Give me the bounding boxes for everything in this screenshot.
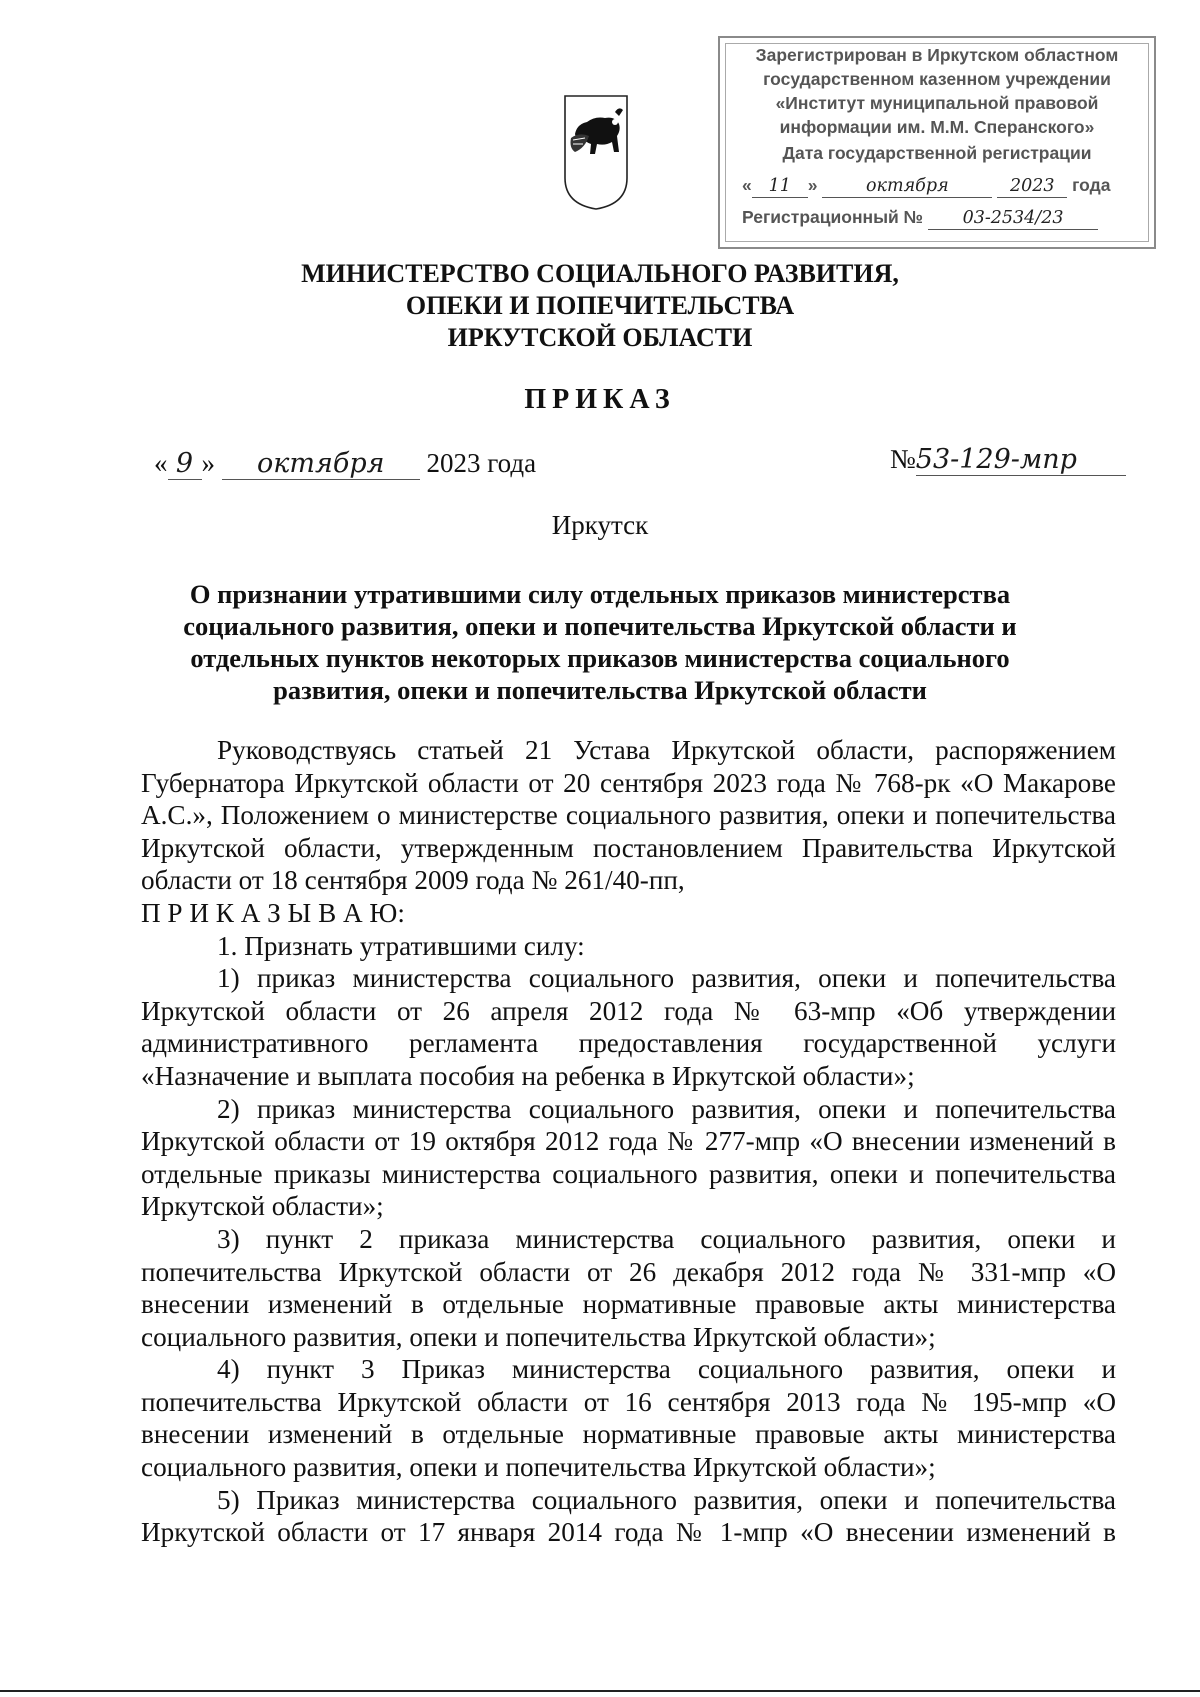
order-date — [154, 448, 536, 480]
order-number-prefix: № — [890, 444, 916, 474]
stamp-reg-row — [720, 206, 1154, 230]
document-title-line-4: развития, опеки и попечительства Иркутской области — [273, 675, 927, 705]
stamp-date-year: 2023 — [997, 175, 1067, 198]
sub-item-4: 4) пункт 3 Приказ министерства социального развития, опеки и попечительства Иркутской области от 16 сентября 2013 года № 195-мпр «О внесении изменений в отдельные нормативные правовые акты министерства социального развития, опеки и попечительства Иркутской области»; — [141, 1354, 1116, 1483]
sub-item-5: 5) Приказ министерства социального развития, опеки и попечительства Иркутской области от 17 января 2014 года № 1-мпр «О внесении изменений в — [141, 1484, 1116, 1548]
ministry-name-line-1: МИНИСТЕРСТВО СОЦИАЛЬНОГО РАЗВИТИЯ, — [301, 259, 899, 288]
order-number-value: 53-129-мпр — [916, 444, 1126, 476]
document-body — [141, 734, 1116, 1549]
document-title-line-3: отдельных пунктов некоторых приказов министерства социального — [190, 643, 1010, 673]
order-word: П Р И К А З Ы В А Ю: — [141, 897, 405, 928]
order-number — [890, 444, 1126, 476]
stamp-date-row: « 11 » октября 2023 года — [742, 175, 1111, 196]
date-quote-open: « — [154, 448, 168, 478]
document-type-heading: ПРИКАЗ — [524, 384, 676, 415]
sub-item-2: 2) приказ министерства социального развития, опеки и попечительства Иркутской области от 19 октября 2012 года № 277-мпр «О внесении изменений в отдельные приказы министерства социального развития, опеки и попечительства Иркутской области»; — [141, 1093, 1116, 1222]
stamp-line-5: Дата государственной регистрации — [782, 143, 1092, 163]
preamble-paragraph: Руководствуясь статьей 21 Устава Иркутской области, распоряжением Губернатора Иркутской области от 20 сентября 2023 года № 768-рк «О Макарове А.С.», Положением о министерстве социального развития, опеки и попечительства Иркутской области, утвержденным постановлением Правительства Иркутской области от 18 сентября 2009 года № 261/40-пп, — [141, 735, 1116, 896]
ministry-name-line-2: ОПЕКИ И ПОПЕЧИТЕЛЬСТВА — [405, 291, 795, 320]
stamp-date-month: октября — [822, 175, 992, 198]
city-name: Иркутск — [551, 510, 649, 540]
stamp-line-1: Зарегистрирован в Иркутском областном — [755, 45, 1119, 65]
ministry-name-line-3: ИРКУТСКОЙ ОБЛАСТИ — [447, 323, 753, 352]
document-title-line-2: социального развития, опеки и попечительства Иркутской области и — [183, 611, 1017, 641]
stamp-date-day: 11 — [752, 175, 808, 198]
order-date-day: 9 — [168, 448, 202, 480]
registration-stamp — [718, 36, 1156, 249]
stamp-reg-number: 03-2534/23 — [928, 207, 1098, 230]
page-bottom-edge — [0, 1690, 1200, 1692]
document-title-line-1: О признании утратившими силу отдельных приказов министерства — [189, 579, 1011, 609]
stamp-year-suffix: года — [1072, 175, 1111, 195]
date-quote-close: » — [201, 448, 215, 478]
item-1: 1. Признать утратившими силу: — [217, 930, 585, 961]
order-date-year: 2023 года — [426, 448, 537, 478]
stamp-line-3: «Институт муниципальной правовой — [775, 93, 1099, 113]
stamp-reg-label: Регистрационный № — [742, 207, 924, 227]
stamp-line-4: информации им. М.М. Сперанского» — [779, 117, 1095, 137]
coat-of-arms-emblem — [563, 92, 629, 212]
sub-item-1: 1) приказ министерства социального развития, опеки и попечительства Иркутской области от 26 апреля 2012 года № 63-мпр «Об утверждении административного регламента предоставления государственной услуги «Назначение и выплата пособия на ребенка в Иркутской области»; — [141, 963, 1116, 1091]
stamp-line-2: государственном казенном учреждении — [763, 69, 1111, 89]
order-date-month: октября — [222, 448, 420, 480]
sub-item-3: 3) пункт 2 приказа министерства социального развития, опеки и попечительства Иркутской области от 26 декабря 2012 года № 331-мпр «О внесении изменений в отдельные нормативные правовые акты министерства социального развития, опеки и попечительства Иркутской области»; — [141, 1223, 1116, 1352]
